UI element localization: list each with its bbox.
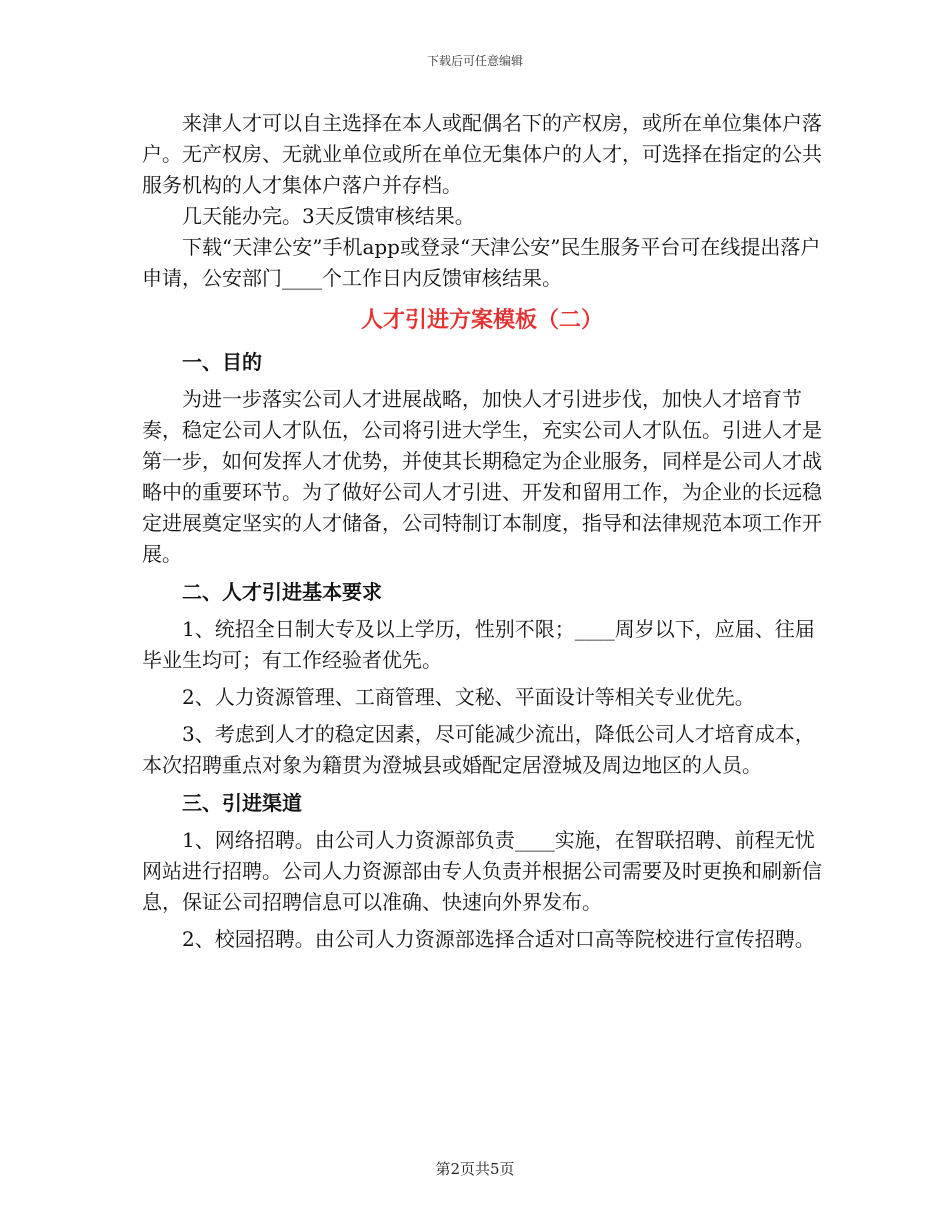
paragraph: 2、校园招聘。由公司人力资源部选择合适对口高等院校进行宣传招聘。 xyxy=(182,927,815,951)
paragraph: 来津人才可以自主选择在本人或配偶名下的产权房，或所在单位集体户落户。无产权房、无就业单位或所在单位无集体户的人才，可选择在指定的公共服务机构的人才集体户落户并存档。 xyxy=(142,111,822,197)
paragraph: 下载“天津公安”手机app或登录“天津公安”民生服务平台可在线提出落户申请，公安部门____个工作日内反馈审核结果。 xyxy=(142,235,821,290)
paragraph: 3、考虑到人才的稳定因素，尽可能减少流出，降低公司人才培育成本，本次招聘重点对象为籍贯为澄城县或婚配定居澄城及周边地区的人员。 xyxy=(142,722,815,777)
page-header: 下载后可任意编辑 xyxy=(426,54,523,68)
section-heading: 二、人才引进基本要求 xyxy=(182,580,382,604)
paragraph: 1、网络招聘。由公司人力资源部负责____实施，在智联招聘、前程无忧网站进行招聘。公司人力资源部由专人负责并根据公司需要及时更换和刷新信息，保证公司招聘信息可以准确、快速向外界发布。 xyxy=(142,828,822,914)
page-number: 第2页共5页 xyxy=(435,1160,515,1178)
section-heading: 三、引进渠道 xyxy=(182,791,302,815)
document-body xyxy=(142,108,822,961)
section-heading: 一、目的 xyxy=(182,350,262,374)
paragraph: 2、人力资源管理、工商管理、文秘、平面设计等相关专业优先。 xyxy=(182,685,755,709)
document-title: 人才引进方案模板（二） xyxy=(360,307,603,333)
paragraph: 几天能办完。3天反馈审核结果。 xyxy=(182,204,475,228)
paragraph: 为进一步落实公司人才进展战略，加快人才引进步伐，加快人才培育节奏，稳定公司人才队伍，公司将引进大学生，充实公司人才队伍。引进人才是第一步，如何发挥人才优势，并使其长期稳定为企业服务，同样是公司人才战略中的重要环节。为了做好公司人才引进、开发和留用工作，为企业的长远稳定进展奠定坚实的人才储备，公司特制订本制度，指导和法律规范本项工作开展。 xyxy=(142,387,822,566)
paragraph: 1、统招全日制大专及以上学历，性别不限；____周岁以下，应届、往届毕业生均可；有工作经验者优先。 xyxy=(142,617,815,672)
